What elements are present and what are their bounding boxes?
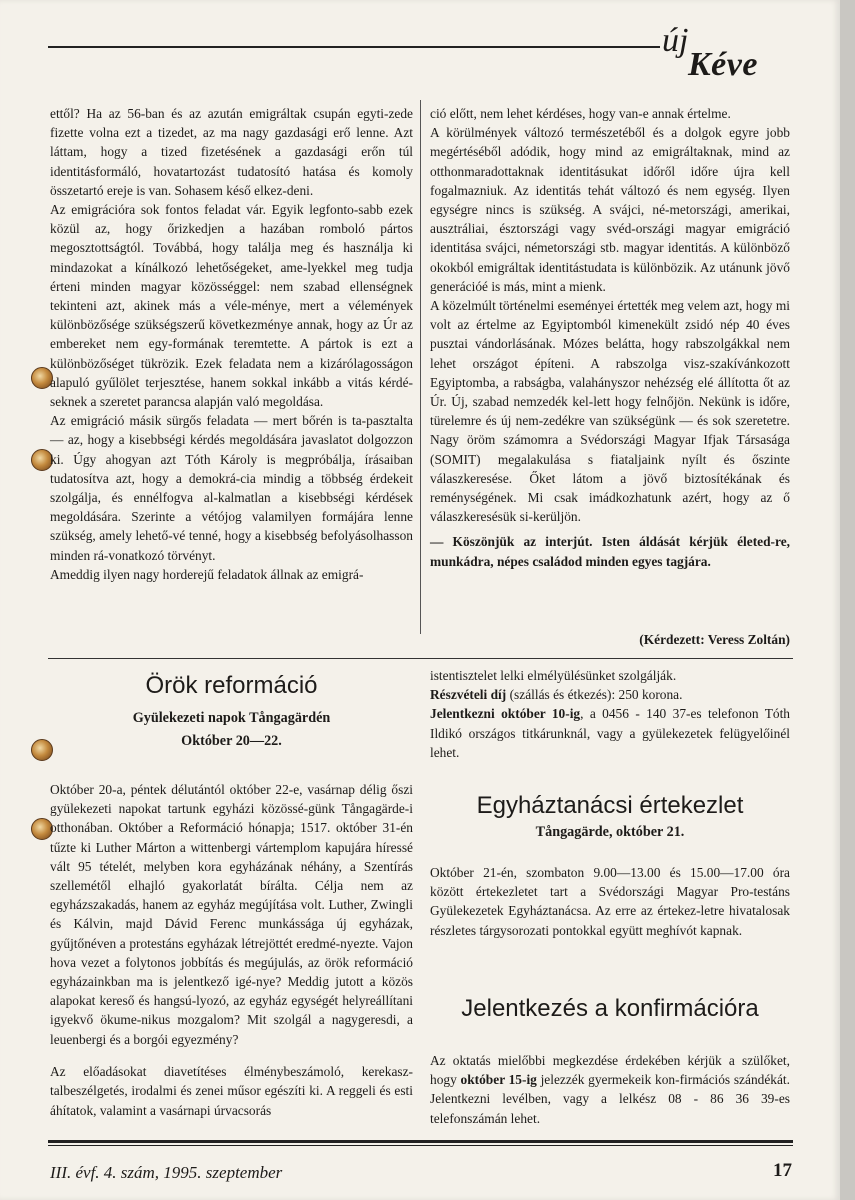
confirmation-text-start: Az oktatás mielőbbi megkezdése érdekében kérjük a szülőket, hogy — [430, 1053, 790, 1088]
footer-rule-thin — [48, 1145, 793, 1146]
reformation-section — [50, 672, 413, 1133]
reformation-body — [50, 780, 413, 1120]
council-body: Október 21-én, szombaton 9.00—13.00 és 15.00—17.00 óra között értekezletet tart a Svédországi Magyar Pro-testáns Gyülekezetek Egyháztanácsa. Az erre az értekez-letre hivatalosak részletes tárgysorozati pontokkal együtt meghívót kapnak. — [430, 865, 790, 938]
interview-paragraph: Ameddig ilyen nagy horderejű feladatok állnak az emigrá- — [50, 566, 364, 582]
reformation-dates: Október 20—22. — [181, 733, 282, 749]
reformation-continuation — [430, 666, 790, 762]
council-section — [430, 792, 790, 940]
confirmation-body — [430, 1051, 790, 1128]
interview-right-column — [430, 104, 790, 571]
interview-paragraph: ció előtt, nem lehet kérdéses, hogy van-e annak értelme. — [430, 106, 731, 121]
reformation-title: Örök reformáció — [145, 672, 318, 699]
logo-uj: új — [662, 22, 689, 59]
interview-signature: (Kérdezett: Veress Zoltán) — [639, 632, 790, 647]
reformation-paragraph: Október 20-a, péntek délutántól október 22-e, vasárnap délig őszi gyülekezeti napokat tartunk egyházi közössé-günk Tångagärde-i otthonában. Október a Reformáció hónapja; 1517. október 31-én tűzte ki Luther Márton a wittenbergi vártemplom kapujára híressé vált 95 tételét, melyben kora egyházának néhány, a Szentírás szellemétől elhajló gyakorlatát bírálta. Célja nem az egyházszakadás, hanem az egyház megújítása volt. Luther, Zwingli és Kálvin, majd Dávid Ferenc munkássága új egyházak, gyűjtőnéven a protestáns egyházak létrejöttét eredmé-nyezte. Vajon hova vezet a folytonos jobbítás és megújulás, az örök reformáció egyházainkban ma is jelentkező igé-nye? Meddig jutott a közös alapokat kereső és hangsú-lyozó, az egyház egységét helyreállítani igyekvő ökume-nikus mozgalom? Mit szolgál a nagygeresdi, a leuenbergi és a borgói egyezmény? — [50, 782, 413, 1047]
column-divider — [420, 100, 421, 634]
fee-text: (szállás és étkezés): 250 korona. — [506, 687, 683, 703]
section-divider — [48, 658, 793, 659]
interview-left-column — [50, 104, 413, 584]
interview-paragraph: A körülmények változó természetéből és a dolgok egyre jobb megértéséből adódik, hogy mind az emigráltaknak, mind az otthonmaradottaknak identitásukat időről időre újra kell fogalmazniuk. Az identitás tehát változó és nem egység. Ilyen egységre nincs is szükség. A svájci, né-metországi, amerikai, ausztráliai, észtországi vagy svéd-országi magyar emigráció identitása svájci, németországi stb. magyar identitás. A különböző okokból emigráltak identitástudata is különbözik. Az utánunk jövő generációé is más, mint a mienk. — [430, 125, 790, 294]
footer-rule — [48, 1140, 793, 1143]
council-subtitle: Tångagärde, október 21. — [535, 824, 685, 840]
interview-paragraph: Az emigráció másik sürgős feladata — mert bőrén is ta-pasztalta — az, hogy a kisebbségi kérdés megoldására javaslatot dolgozzon ki. Úgy ahogyan azt Tóth Károly is megpróbálja, írásaiban tudatosítva azt, hogy a demokrá-cia mindig a többség érdekeit szolgálja, és ennélfogva al-kalmatlan a kisebbségi kérdések megoldására. Szerinte a vétójog valamilyen formájára lenne szükség, amely lehető-vé tenné, hogy a kisebbség befolyásolhasson minden rá-vonatkozó törvényt. — [50, 413, 413, 563]
fee-label: Részvételi díj — [430, 687, 507, 703]
reformation-paragraph: Az előadásokat diavetítéses élménybeszámoló, kerekasz-talbeszélgetés, irodalmi és zenei műsor egészíti ki. A reggeli és esti áhítatok, valamint a vasárnapi úrvacsorás — [50, 1064, 413, 1118]
logo-keve: Kéve — [688, 46, 758, 83]
issue-info: III. évf. 4. szám, 1995. szeptember — [50, 1163, 283, 1182]
interview-paragraph: ettől? Ha az 56-ban és az azután emigráltak csupán egyti-zede fizette volna ezt a tizedet, az ma nagy gazdasági erő lenne. Azt láttam, hogy a tized fizetésének a gazdasági erőn túl identitásformáló, hovatartozást tudatosító hatása és komoly összetartó ereje is van. Sohasem késő elkez-deni. — [50, 106, 413, 198]
council-title: Egyháztanácsi értekezlet — [476, 792, 744, 819]
confirmation-deadline: október 15-ig — [460, 1072, 537, 1088]
magazine-logo — [662, 22, 792, 82]
register-label: Jelentkezni október 10-ig — [430, 706, 581, 722]
reformation-subtitle: Gyülekezeti napok Tångagärdén — [132, 710, 331, 726]
reformation-register — [430, 704, 790, 762]
interview-paragraph: A közelmúlt történelmi eseményei értették meg velem azt, hogy mi volt az értelme az Egyiptomból kimenekült zsidó nép 40 éves pusztai vándorlásának. Mózes belátta, hogy rabszolgákkal nem lehet országot építeni. A rabszolga visz-szakívánkozott Egyiptomba, a rabságba, valahányszor nehézség elé állította őt az Úr. Új, szabad nemzedék kel-lett hogy felnőjön. Nekünk is időre, türelemre és új nem-zedékre van szükségünk — és sok szeretetre. Nagy öröm számomra a Svédországi Magyar Ifjak Társasága (SOMIT) megalakulása s fiataljaink nyílt és őszinte válaszkeresése. Őket látom a jövő biztosítékának és reménységének. Mi csak imádkozhatunk azért, hogy az ő válaszkeresésük si-kerüljön. — [430, 298, 790, 525]
reformation-fee — [430, 685, 790, 704]
register-text: , a 0456 - 140 37-es telefonon Tóth Ildikó országos titkárunknál, vagy a gyülekezetek felügyelőinél lehet. — [430, 706, 791, 760]
header-rule — [48, 46, 660, 48]
confirmation-section — [430, 995, 790, 1128]
interview-thanks: — Köszönjük az interjút. Isten áldását kérjük életed-re, munkádra, népes családod minden egyes tagjára. — [430, 534, 790, 569]
confirmation-text-end: jelezzék gyermekeik kon-firmációs szándékát. Jelentkezni levélben, vagy a lelkész 08 - 86 36 39-es telefonszámán lehet. — [430, 1072, 790, 1126]
interview-paragraph: Az emigrációra sok fontos feladat vár. Egyik legfonto-sabb ezek közül az, hogy őrizkedjen a hazában romboló pártos megosztottságtól. Továbbá, hogy találja meg és használja ki mindazokat a kínálkozó lehetőségeket, ame-lyekkel meg tudja érteni minden magyar közösséggel: nem szabad ellenségnek tekinteni azt, akinek más a véle-ménye, mert a vélemények különbözősége szükségszerű következménye annak, hogy az Úr az embereket nem egy-formának teremtette. A pártok is ezt a különbözőséget tükrözik. Ezek feladata nem a kizárólagosságon alapuló gyűlölet terjesztése, hanem sokkal inkább a vitás kérdé-seknek a szeretet parancsa alapján való megoldása. — [50, 202, 413, 410]
reformation-continuation-text: istentisztelet lelki elmélyülésünket szolgálják. — [430, 668, 677, 683]
confirmation-title: Jelentkezés a konfirmációra — [461, 995, 759, 1022]
page-number: 17 — [773, 1160, 792, 1181]
